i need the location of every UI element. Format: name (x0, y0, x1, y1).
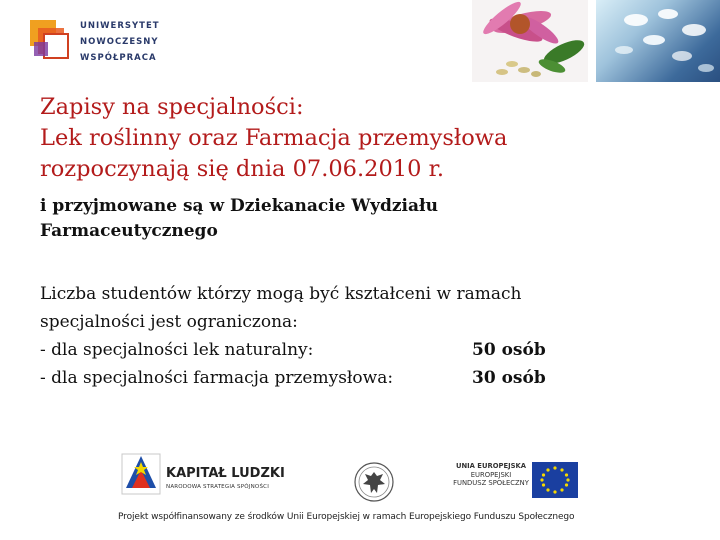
title-line-1: Zapisy na specjalności: (40, 94, 304, 120)
title-line-2: Lek roślinny oraz Farmacja przemysłowa (40, 125, 508, 151)
university-logo (28, 16, 174, 66)
kapital-ludzki-logo-icon (122, 454, 160, 494)
kapital-ludzki-subtitle: NARODOWA STRATEGIA SPÓJNOŚCI (166, 484, 270, 490)
page-title (40, 92, 507, 185)
item-label: - dla specjalności lek naturalny: (40, 340, 314, 360)
university-logo-icon (28, 16, 76, 66)
list-item (40, 364, 640, 392)
subtitle-line-1: i przyjmowane są w Dziekanacie Wydziału (40, 196, 438, 216)
flower-photo (472, 0, 588, 82)
eu-flag-icon (532, 462, 578, 498)
echinacea-flower-icon (472, 0, 588, 82)
intro-line-1: Liczba studentów którzy mogą być kształceni w ramach (40, 284, 522, 304)
eu-fund-text (452, 462, 530, 488)
eu-line-2: EUROPEJSKI (470, 470, 512, 479)
logo-line-1: UNIWERSYTET (80, 21, 160, 31)
logo-line-3: WSPÓŁPRACA (80, 53, 157, 63)
university-logo-text (80, 18, 160, 66)
polish-eagle-icon (355, 463, 393, 501)
subtitle-line-2: Farmaceutycznego (40, 221, 218, 241)
body-text (40, 280, 640, 392)
pills-photo (596, 0, 720, 82)
logo-line-2: NOWOCZESNY (80, 37, 159, 47)
item-value: 50 osób (472, 340, 546, 360)
item-value: 30 osób (472, 368, 546, 388)
intro-line-2: specjalności jest ograniczona: (40, 312, 298, 332)
item-label: - dla specjalności farmacja przemysłowa: (40, 368, 394, 388)
eu-line-1: UNIA EUROPEJSKA (455, 462, 527, 470)
kapital-ludzki-title: KAPITAŁ LUDZKI (166, 466, 285, 481)
eu-line-3: FUNDUSZ SPOŁECZNY (453, 479, 529, 487)
list-item (40, 336, 640, 364)
title-line-3: rozpoczynają się dnia 07.06.2010 r. (40, 156, 445, 182)
subtitle (40, 194, 438, 244)
footer-caption: Projekt współfinansowany ze środków Unii Europejskiej w ramach Europejskiego Funduszu Społecznego (118, 512, 575, 522)
pills-icon (596, 0, 720, 82)
